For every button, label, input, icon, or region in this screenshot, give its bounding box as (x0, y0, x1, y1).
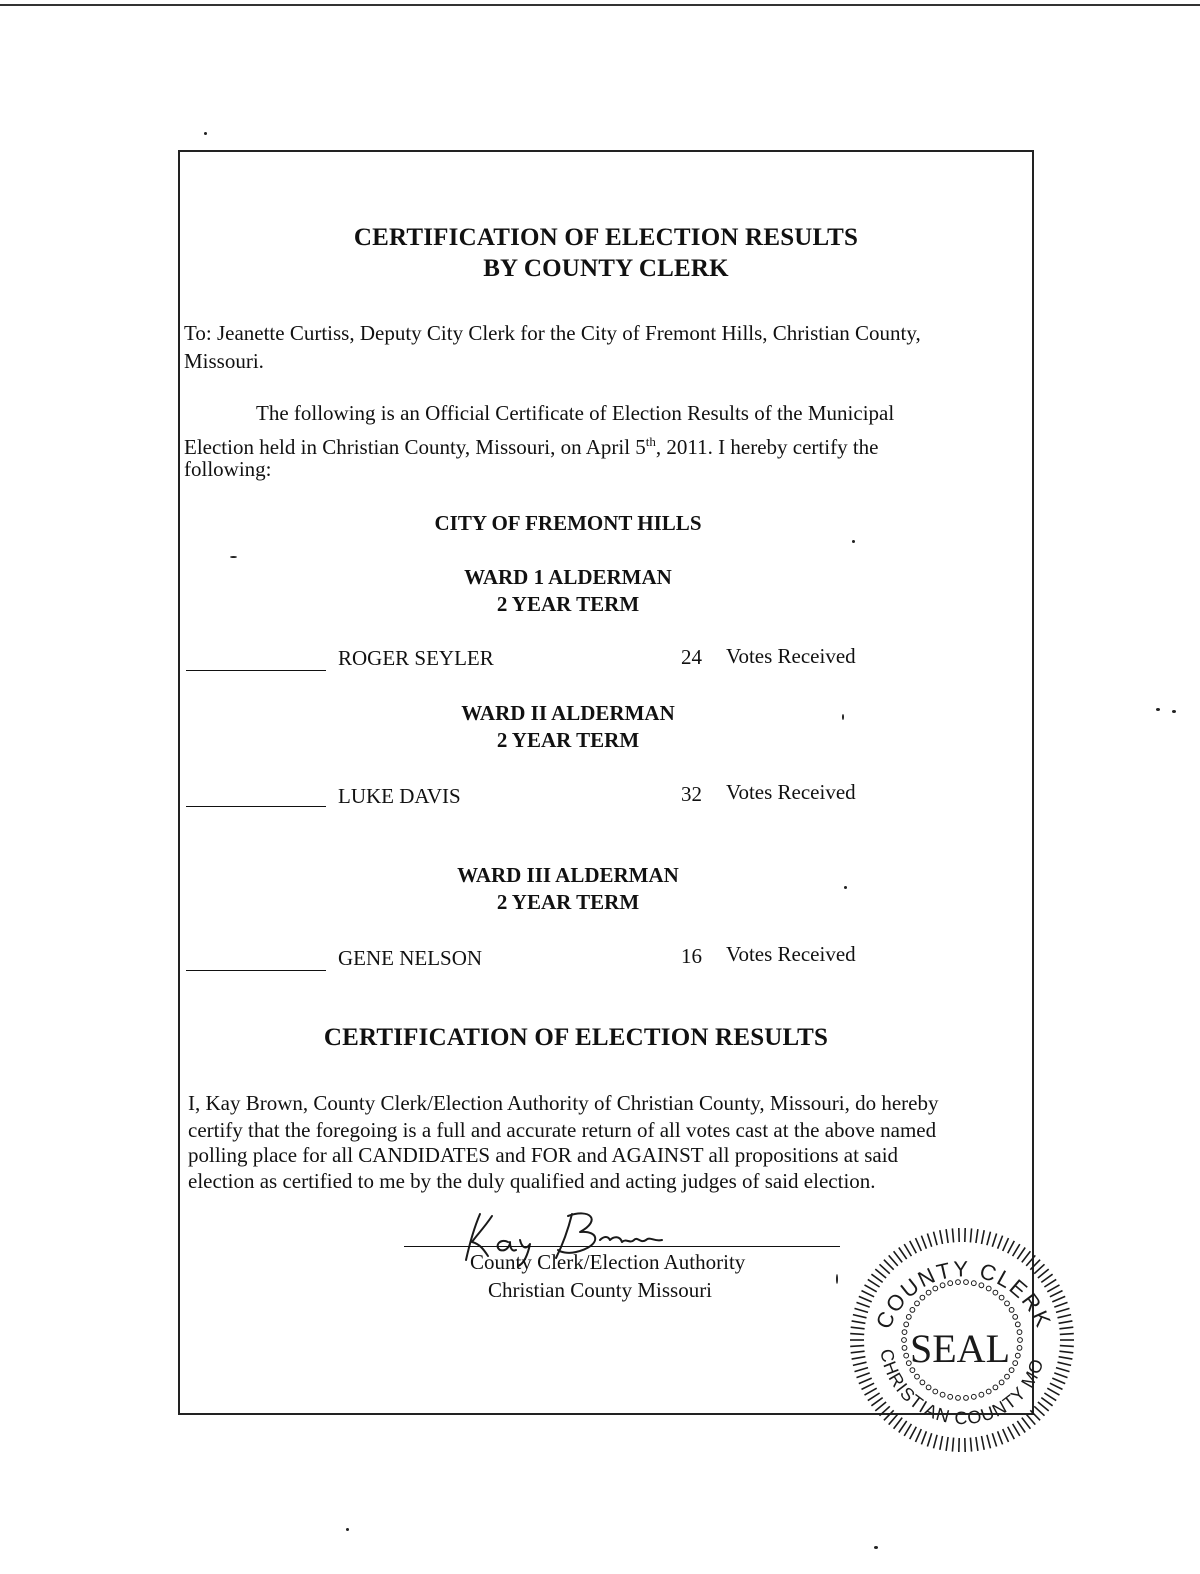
seal-ring-tick (940, 1230, 943, 1244)
seal-ring-tick (987, 1435, 991, 1449)
race-term-ward3: 2 YEAR TERM (496, 890, 640, 914)
seal-ring-dot (904, 1353, 909, 1358)
scan-speck (1172, 710, 1176, 713)
seal-ring-tick (946, 1437, 948, 1451)
seal-ring-tick (1034, 1264, 1044, 1273)
seal-ring-dot (1013, 1361, 1018, 1366)
seal-ring-tick (859, 1296, 872, 1302)
certification-line4: election as certified to me by the duly qualified and acting judges of said election. (188, 1169, 876, 1193)
addressee-line1: To: Jeanette Curtiss, Deputy City Clerk for the City of Fremont Hills, Christian County, (184, 321, 921, 345)
seal-ring-tick (871, 1274, 882, 1282)
seal-ring-tick (1030, 1410, 1040, 1420)
seal-ring-dot (993, 1290, 998, 1295)
vote-mark-line-ward1 (186, 670, 326, 671)
seal-ring-tick (970, 1438, 971, 1452)
seal-ring-tick (982, 1436, 985, 1450)
seal-ring-tick (859, 1378, 872, 1384)
seal-ring-tick (1008, 1427, 1015, 1439)
vote-mark-line-ward2 (186, 806, 326, 807)
seal-ring-tick (889, 1414, 898, 1425)
seal-ring-tick (1059, 1357, 1073, 1359)
seal-ring-tick (1044, 1393, 1056, 1401)
seal-ring-tick (880, 1406, 890, 1415)
race-term-ward2: 2 YEAR TERM (496, 728, 640, 752)
seal-ring-tick (904, 1244, 911, 1256)
seal-ring-tick (921, 1236, 926, 1249)
seal-ring-tick (851, 1327, 865, 1329)
race-term-ward1: 2 YEAR TERM (496, 592, 640, 616)
seal-ring-tick (1038, 1269, 1049, 1278)
candidate-votes-ward3: 16 (681, 944, 702, 968)
seal-ring-dot (1015, 1322, 1020, 1327)
seal-ring-tick (899, 1248, 907, 1260)
intro-line2-text-end: , 2011. I hereby certify the (655, 435, 879, 459)
intro-line1: The following is an Official Certificate of Election Results of the Municipal (256, 401, 895, 425)
certification-line1: I, Kay Brown, County Clerk/Election Authority of Christian County, Missouri, do hereby (188, 1091, 939, 1115)
seal-ring-tick (992, 1433, 996, 1446)
seal-ring-tick (868, 1393, 880, 1401)
seal-ring-tick (1038, 1402, 1049, 1411)
seal-ring-tick (1056, 1308, 1070, 1312)
seal-ring-tick (853, 1315, 867, 1318)
scan-speck (204, 132, 207, 135)
date-ordinal-suffix: th (645, 434, 656, 449)
scan-speck (1156, 708, 1160, 711)
seal-ring-tick (916, 1429, 922, 1442)
scan-speck (852, 540, 855, 543)
signer-title-line2: Christian County Missouri (488, 1278, 713, 1302)
seal-ring-tick (1060, 1334, 1074, 1335)
seal-ring-text-top: COUNTY CLERK (870, 1256, 1057, 1333)
vote-mark-line-ward3 (186, 970, 326, 971)
seal-ring-dot (964, 1396, 969, 1401)
seal-ring-dot (904, 1322, 909, 1327)
seal-ring-dot (933, 1389, 938, 1394)
seal-ring-tick (894, 1418, 903, 1429)
seal-ring-dot (1005, 1301, 1010, 1306)
seal-ring-tick (884, 1260, 894, 1270)
seal-ring-tick (1041, 1398, 1052, 1406)
seal-ring-tick (875, 1402, 886, 1411)
seal-ring-tick (894, 1251, 903, 1262)
seal-ring-tick (1017, 1421, 1025, 1433)
seal-ring-tick (1054, 1302, 1067, 1307)
seal-ring-dot (915, 1301, 920, 1306)
seal-ring-dot (1018, 1338, 1023, 1343)
document-title-line2: BY COUNTY CLERK (483, 255, 729, 282)
seal-ring-tick (1054, 1373, 1067, 1378)
seal-ring-tick (1058, 1315, 1072, 1318)
seal-ring-tick (851, 1351, 865, 1353)
seal-ring-dot (940, 1392, 945, 1397)
seal-ring-tick (1013, 1244, 1020, 1256)
seal-ring-tick (1034, 1406, 1044, 1415)
intro-line3: following: (184, 457, 272, 481)
seal-ring-tick (1022, 1418, 1031, 1429)
seal-ring-tick (865, 1388, 877, 1395)
seal-ring-tick (976, 1229, 978, 1243)
votes-received-label-ward2: Votes Received (726, 780, 856, 804)
votes-received-label-ward1: Votes Received (726, 644, 856, 668)
seal-ring-dot (1005, 1374, 1010, 1379)
seal-ring-tick (987, 1232, 991, 1246)
seal-ring-tick (875, 1269, 886, 1278)
seal-center-text: SEAL (910, 1326, 1010, 1371)
seal-ring-tick (1022, 1251, 1031, 1262)
seal-ring-tick (934, 1435, 938, 1449)
seal-ring-dot (986, 1389, 991, 1394)
city-heading: CITY OF FREMONT HILLS (434, 511, 702, 535)
seal-ring-tick (871, 1398, 882, 1406)
document-title-line1: CERTIFICATION OF ELECTION RESULTS (353, 224, 859, 251)
seal-ring-tick (927, 1234, 931, 1247)
certification-line2: certify that the foregoing is a full and accurate return of all votes cast at the above named (188, 1118, 937, 1142)
scan-speck (346, 1528, 349, 1531)
seal-ring-tick (1052, 1296, 1065, 1302)
seal-ring-tick (1047, 1388, 1059, 1395)
seal-ring-tick (865, 1285, 877, 1292)
seal-ring-dot (999, 1380, 1004, 1385)
scan-edge-line (0, 4, 1200, 6)
seal-ring-tick (952, 1438, 953, 1452)
seal-ring-dot (1017, 1346, 1022, 1351)
seal-ring-dot (971, 1394, 976, 1399)
seal-ring-tick (1026, 1414, 1035, 1425)
seal-ring-tick (852, 1357, 866, 1359)
signer-title-line1: County Clerk/Election Authority (470, 1250, 746, 1274)
intro-line2 (184, 428, 878, 461)
seal-ring-tick (868, 1279, 880, 1287)
seal-ring-tick (921, 1431, 926, 1444)
seal-ring-tick (899, 1421, 907, 1433)
seal-ring-dot (910, 1308, 915, 1313)
seal-ring-tick (855, 1368, 869, 1372)
seal-ring-tick (998, 1236, 1003, 1249)
scan-speck (844, 886, 847, 889)
intro-line2-text: Election held in Christian County, Missouri, on April 5 (184, 435, 646, 459)
seal-ring-dot (920, 1295, 925, 1300)
seal-ring-tick (1050, 1383, 1063, 1389)
signature-line (404, 1246, 840, 1247)
certification-line3: polling place for all CANDIDATES and FOR and AGAINST all propositions at said (188, 1143, 899, 1167)
candidate-votes-ward2: 32 (681, 782, 702, 806)
seal-ring-tick (1058, 1362, 1072, 1365)
seal-ring-tick (1059, 1351, 1073, 1353)
seal-ring-tick (1026, 1255, 1035, 1266)
seal-ring-tick (970, 1228, 971, 1242)
seal-ring-tick (998, 1431, 1003, 1444)
seal-ring-tick (1050, 1291, 1063, 1297)
race-office-ward1: WARD 1 ALDERMAN (464, 565, 672, 589)
seal-ring-tick (910, 1241, 917, 1253)
seal-ring-tick (884, 1410, 894, 1420)
seal-ring-tick (1052, 1378, 1065, 1384)
seal-ring-tick (934, 1232, 938, 1246)
candidate-name-ward3: GENE NELSON (338, 946, 483, 970)
seal-ring-tick (1017, 1248, 1025, 1260)
votes-received-label-ward3: Votes Received (726, 942, 856, 966)
seal-ring-dot (979, 1392, 984, 1397)
race-office-ward2: WARD II ALDERMAN (461, 701, 675, 725)
seal-ring-dot (915, 1374, 920, 1379)
seal-ring-tick (880, 1264, 890, 1273)
seal-ring-dot (986, 1286, 991, 1291)
seal-ring-dot (1015, 1353, 1020, 1358)
seal-ring-tick (857, 1302, 870, 1307)
seal-ring-dot (902, 1330, 907, 1335)
seal-ring-dot (1013, 1315, 1018, 1320)
race-office-ward3: WARD III ALDERMAN (457, 863, 679, 887)
seal-ring-tick (1059, 1321, 1073, 1323)
addressee-line2: Missouri. (184, 349, 264, 373)
certification-title: CERTIFICATION OF ELECTION RESULTS (323, 1024, 829, 1051)
seal-ring-tick (946, 1229, 948, 1243)
seal-ring-tick (1044, 1279, 1056, 1287)
seal-ring-dot (999, 1295, 1004, 1300)
seal-ring-tick (910, 1427, 917, 1439)
seal-ring-tick (852, 1321, 866, 1323)
seal-ring-tick (1059, 1327, 1073, 1329)
seal-ring-tick (850, 1346, 864, 1347)
seal-ring-tick (927, 1433, 931, 1446)
scan-speck (874, 1546, 878, 1549)
seal-ring-text-bottom: CHRISTIAN COUNTY MO (876, 1347, 1048, 1429)
scan-speck (836, 1274, 838, 1284)
seal-ring-tick (952, 1228, 953, 1242)
seal-ring-dot (1017, 1330, 1022, 1335)
seal-ring-tick (862, 1291, 875, 1297)
seal-ring-dot (902, 1346, 907, 1351)
seal-ring-tick (940, 1436, 943, 1450)
seal-ring-tick (862, 1383, 875, 1389)
seal-ring-dot (948, 1394, 953, 1399)
seal-ring-dot (926, 1385, 931, 1390)
seal-ring-tick (976, 1437, 978, 1451)
seal-ring-tick (992, 1234, 996, 1247)
seal-ring-dot (920, 1380, 925, 1385)
seal-ring-tick (850, 1334, 864, 1335)
seal-ring-dot (956, 1396, 961, 1401)
seal-ring-dot (1009, 1308, 1014, 1313)
seal-ring-tick (904, 1424, 911, 1436)
seal-ring-tick (982, 1230, 985, 1244)
seal-ring-tick (889, 1255, 898, 1266)
seal-ring-tick (855, 1308, 869, 1312)
candidate-name-ward2: LUKE DAVIS (338, 784, 461, 808)
seal-ring-tick (1008, 1241, 1015, 1253)
seal-ring-dot (993, 1385, 998, 1390)
seal-ring-tick (1003, 1429, 1009, 1442)
scan-speck (842, 714, 844, 720)
seal-ring-tick (853, 1362, 867, 1365)
seal-ring-dot (906, 1315, 911, 1320)
seal-ring-tick (857, 1373, 870, 1378)
seal-ring-tick (1013, 1424, 1020, 1436)
seal-ring-tick (1030, 1260, 1040, 1270)
scan-speck (230, 556, 237, 558)
seal-ring-tick (1041, 1274, 1052, 1282)
candidate-name-ward1: ROGER SEYLER (338, 646, 494, 670)
seal-ring-dot (902, 1338, 907, 1343)
seal-ring-tick (1056, 1368, 1070, 1372)
seal-ring-tick (1003, 1238, 1009, 1251)
county-clerk-seal (842, 1220, 1082, 1460)
candidate-votes-ward1: 24 (681, 645, 702, 669)
seal-ring-tick (1060, 1346, 1074, 1347)
seal-ring-tick (1047, 1285, 1059, 1292)
seal-ring-tick (916, 1238, 922, 1251)
